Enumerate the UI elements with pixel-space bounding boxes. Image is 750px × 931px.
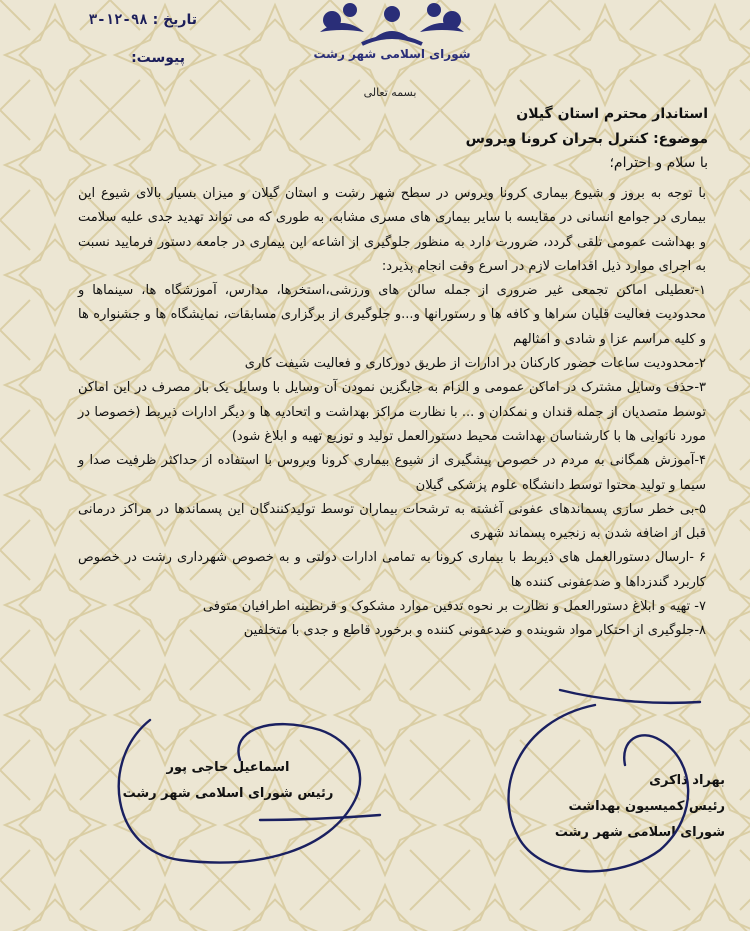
date-line [22,12,197,28]
signatory-title: رئیس کمیسیون بهداشت [568,799,725,814]
signature-block-left [118,755,338,807]
date-label: تاریخ : [152,12,197,28]
organization-name: شورای اسلامی شهر رشت [313,47,471,61]
list-item: ۷- تهیه و ابلاغ دستورالعمل و نظارت بر نحوه تدفین موارد مشکوک و قرنطینه اطرافیان متوفی [202,599,706,615]
list-item: ۵-بی خطر سازی پسماندهای عفونی آغشته به ترشحات بیماران توسط تولیدکنندگان این پسماندها در مراکز درمانی قبل از اضافه شدن به زنجیره پسماند شهری [78,501,706,542]
list-item: ۲-محدودیت ساعات حضور کارکنان در ادارات از طریق دورکاری و فعالیت شیفت کاری [244,356,706,372]
list-item: ۱-تعطیلی اماکن تجمعی غیر ضروری از جمله سالن های ورزشی،استخرها، مدارس، آموزشگاه ها، سینماها و محدودیت فعالیت قلیان سراها و کافه ها و رستورانها و...و جلوگیری از برگزاری مسابقات، نمایشگاه ها و جشنواره ها و کلیه مراسم عزا و شادی و امثالهم [78,283,706,347]
greeting: با سلام و احترام؛ [609,155,708,171]
letter-body [78,182,706,644]
signatory-name: اسماعیل حاجی پور [166,760,290,775]
invocation: بسمه تعالی [363,86,417,99]
signature-block-right [550,768,725,846]
signatory-title: رئیس شورای اسلامی شهر رشت [122,786,334,801]
addressee: استاندار محترم استان گیلان [516,106,708,122]
signatory-title: شورای اسلامی شهر رشت [554,825,725,840]
list-item: ۴-آموزش همگانی به مردم در خصوص پیشگیری از شیوع بیماری کرونا ویروس با استفاده از حداکثر ظرفیت صدا و سیما و تولید محتوا توسط دانشگاه علوم پزشکی گیلان [78,453,706,493]
attachment-label: پیوست: [131,50,185,66]
signatory-name: بهراد ذاکری [649,773,725,788]
list-item: ۸-جلوگیری از احتکار مواد شوینده و ضدعفونی کننده و برخورد قاطع و جدی با متخلفین [243,623,706,639]
intro-paragraph: با توجه به بروز و شیوع بیماری کرونا ویروس در سطح شهر رشت و استان گیلان و میزان بسیار بالای شیوع این بیماری در جوامع انسانی در مقایسه با سایر بیماری های مسری مشابه، به طوری که می تواند تهدید جدی علیه سلامت و بهداشت عمومی تلقی گردد، ضرورت دارد به منظور جلوگیری از اشاعه این بیماری در جامعه دستور فرمایید نسبت به اجرای موارد ذیل اقدامات لازم در اسرع وقت انجام پذیرد: [78,186,706,274]
subject-line: موضوع: کنترل بحران کرونا ویروس [465,131,708,147]
list-item: ۳-حذف وسایل مشترک در اماکن عمومی و الزام به جایگزین نمودن آن وسایل با وسایل یک بار مصرف در این اماکن توسط متصدیان از جمله قندان و نمکدان و ... با نظارت مراکز بهداشت و اتحادیه ها و دیگر ادارات ذیربط (خصوصا در مورد نانوایی ها با کارشناسان بهداشت محیط دستورالعمل تولید و توزیع تهیه و ابلاغ شود) [78,380,706,444]
date-value: ۹۸-۱۲-۳ [88,12,148,28]
list-item: ۶ -ارسال دستورالعمل های ذیربط با بیماری کرونا به تمامی ادارات دولتی و به خصوص شهرداری رشت در خصوص کاربرد گندزداها و ضدعفونی کننده ها [78,550,706,590]
